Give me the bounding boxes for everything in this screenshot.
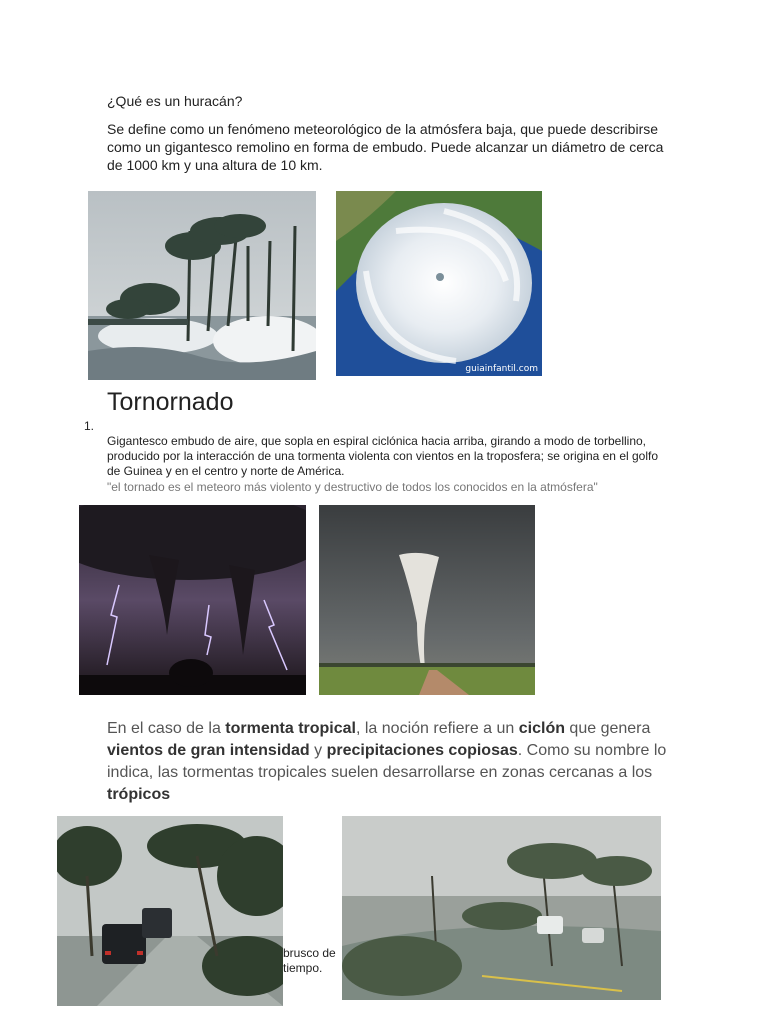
storm-damaged-street-photo bbox=[342, 816, 661, 1000]
hurricane-satellite-photo bbox=[336, 191, 542, 376]
storm-waves-palms-photo bbox=[88, 191, 316, 380]
tornado-definition: Gigantesco embudo de aire, que sopla en espiral ciclónica hacia arriba, girando a modo de torbellino, producido por la interacción de una tormenta violenta con vientos en la troposfera; se origina en el golfo de Guinea y en el centro y norte de América. bbox=[107, 434, 659, 478]
term-tormenta-tropical: tormenta tropical bbox=[225, 720, 356, 737]
flooded-road-cars-photo bbox=[57, 816, 283, 1006]
tornado-quote: "el tornado es el meteoro más violento y destructivo de todos los conocidos en la atmósfera" bbox=[107, 480, 598, 494]
tropical-storm-paragraph: En el caso de la tormenta tropical, la noción refiere a un ciclón que genera vientos de gran intensidad y precipitaciones copiosas. Como su nombre lo indica, las tormentas tropicales suelen desarrollarse en zonas cercanas a los trópicos bbox=[107, 720, 667, 803]
hurricane-question: ¿Qué es un huracán? bbox=[107, 93, 243, 109]
tornado-lightning-night-photo bbox=[79, 505, 306, 695]
list-number: 1. bbox=[84, 419, 95, 433]
term-precipitaciones: precipitaciones copiosas bbox=[326, 742, 518, 759]
photo-credit: guiainfantil.com bbox=[465, 364, 538, 374]
tornado-field-photo bbox=[319, 505, 535, 695]
text-fragment: brusco de tiempo. bbox=[283, 946, 336, 975]
term-ciclon: ciclón bbox=[518, 720, 565, 737]
term-vientos: vientos de gran intensidad bbox=[107, 742, 310, 759]
term-tropicos: trópicos bbox=[107, 786, 171, 803]
hurricane-definition: Se define como un fenómeno meteorológico de la atmósfera baja, que puede describirse como un gigantesco remolino en forma de embudo. Puede alcanzar un diámetro de cerca de 1000 km y una altura de 10 km. bbox=[107, 121, 664, 173]
tornado-heading: Tornornado bbox=[107, 388, 234, 416]
